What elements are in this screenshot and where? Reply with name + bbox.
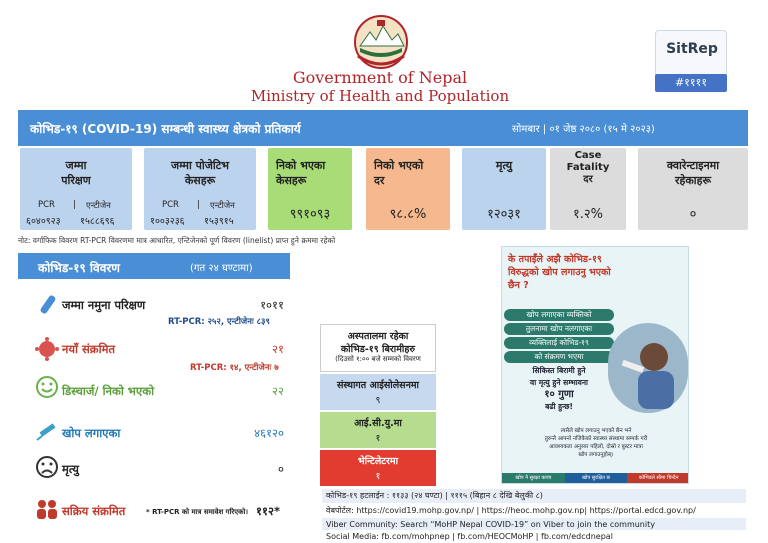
poster-headline1: के तपाईँले अझै कोभिड-१९ xyxy=(508,254,602,265)
poster-body2: तुलनामा खोप नलगाएका xyxy=(504,323,614,335)
card-tests-title2: परिक्षण xyxy=(61,174,91,187)
covid24-title: कोभिड-१९ विवरण xyxy=(38,261,120,275)
ventilator-label: भेन्टिलेटरमा xyxy=(357,456,399,467)
poster-body3: व्यक्तिलाई कोभिड-१९ xyxy=(504,337,614,349)
footer-websites[interactable]: वेबपोर्टल: https://covid19.mohp.gov.np/ | https://heoc.mohp.gov.np| https://portal.edcd.gov.np/ xyxy=(322,504,746,518)
ventilator-box xyxy=(320,450,436,486)
card-positive-pcr-label: PCR xyxy=(162,200,179,210)
test-tube-icon xyxy=(34,292,60,318)
card-recovered-value: ९९१०९३ xyxy=(289,207,331,222)
card-tests-pcr-label: PCR xyxy=(38,200,55,210)
icu-box xyxy=(320,412,436,448)
vaccination-photo xyxy=(608,323,688,413)
covid24-period: (गत २४ घण्टामा) xyxy=(190,263,253,274)
poster-footer4: खोप लगाउनुहोस्। xyxy=(578,452,614,458)
row-new-cases-sub: RT-PCR: १४, एन्टीजेनः ७ xyxy=(190,363,279,373)
government-title: Government of Nepal xyxy=(292,68,468,87)
card-cfr-title3: दर xyxy=(583,174,593,185)
hospital-title-box xyxy=(320,324,436,372)
card-positive-sep: | xyxy=(197,200,200,210)
isolation-box xyxy=(320,374,436,410)
poster-strip1: खोप नै सुरक्षा कवच xyxy=(502,473,565,484)
card-cfr-title2: Fatality xyxy=(566,162,610,173)
syringe-icon xyxy=(34,418,60,444)
poster-body1: खोप लगाएका व्यक्तिको xyxy=(504,309,614,321)
poster-footer1: त्यसैले खोप लगाउनु भएको छैन भने xyxy=(560,428,632,434)
hospital-title1: अस्पतालमा रहेका xyxy=(347,331,409,342)
row-discharged-value: २२ xyxy=(272,384,284,398)
card-positive-title1: जम्मा पोजेटिभ xyxy=(170,159,230,172)
card-rate-title2: दर xyxy=(374,174,385,187)
card-tests-antigen-value: १५८८६९६ xyxy=(80,216,115,227)
covid24-header xyxy=(18,253,290,279)
banner-title: कोभिड-१९ (COVID-19) सम्बन्धी स्वास्थ्य क्षेत्रको प्रतिकार्य xyxy=(30,122,301,136)
row-tests-sub: RT-PCR: २५२, एन्टीजेनः ८३९ xyxy=(168,317,270,327)
card-quarantine-title1: क्वारेन्टाइनमा xyxy=(666,159,720,172)
banner-date: सोमबार | ०१ जेष्ठ २०८० (१५ मे २०२३) xyxy=(512,124,655,135)
card-cfr-value: १.२% xyxy=(572,207,603,222)
nepal-emblem xyxy=(350,12,412,72)
card-deaths-title1: मृत्यु xyxy=(495,159,513,172)
icu-value: १ xyxy=(375,433,381,444)
poster-more: बढी हुन्छ! xyxy=(545,402,573,411)
row-active-value: ११२* xyxy=(256,504,280,518)
card-total-positive xyxy=(144,148,256,230)
row-tests-label: जम्मा नमुना परिक्षण xyxy=(62,298,146,312)
poster-body4: को संक्रमण भएमा xyxy=(504,351,614,363)
card-recovery-rate xyxy=(366,148,450,230)
poster-headline3: छैन ? xyxy=(508,280,529,291)
ministry-title: Ministry of Health and Population xyxy=(250,87,510,105)
sitrep-badge xyxy=(655,30,727,78)
card-recovered-title2: केसहरू xyxy=(276,174,307,187)
card-rate-title1: निको भएको xyxy=(374,159,424,172)
card-tests-title1: जम्मा xyxy=(65,159,87,172)
icu-label: आई.सी.यु.मा xyxy=(354,418,402,429)
card-positive-title2: केसहरू xyxy=(184,174,216,187)
hospital-title2: कोभिड-१९ बिरामीहरु xyxy=(340,344,416,355)
row-active-note: * RT-PCR को मात्र समावेश गरिएको। xyxy=(146,508,248,516)
row-tests-value: १०११ xyxy=(260,298,284,312)
title-banner xyxy=(18,110,748,146)
card-cfr xyxy=(550,148,626,230)
note-text: नोट: वर्गाफिक विवरण RT-PCR विवरणमा मात्र आधारित, एन्टिजेनको पूर्ण विवरण (linelist) प्राप्त हुने क्रममा रहेको xyxy=(18,236,336,245)
card-tests-antigen-label: एन्टीजेन xyxy=(86,201,111,211)
people-virus-icon xyxy=(34,496,60,522)
vaccination-poster xyxy=(501,246,689,484)
card-rate-value: ९८.८% xyxy=(389,207,427,222)
ventilator-value: १ xyxy=(375,471,381,482)
card-cfr-title1: Case xyxy=(574,150,602,161)
row-active-label: सक्रिय संक्रमित xyxy=(62,504,126,518)
card-recovered xyxy=(268,148,352,230)
card-total-tests xyxy=(20,148,132,230)
card-positive-antigen-label: एन्टीजेन xyxy=(210,201,235,211)
card-quarantine xyxy=(638,148,748,230)
sad-face-icon xyxy=(34,454,60,480)
row-vaccinated-label: खोप लगाएका xyxy=(62,426,121,440)
poster-strip2: खोप सुरक्षित छ xyxy=(565,473,628,484)
card-quarantine-title2: रहेकाहरू xyxy=(674,174,712,187)
hospital-title3: (दिउसो १:०० बजे सम्मको विवरण xyxy=(335,355,421,363)
card-deaths-value: १२०३१ xyxy=(487,207,521,222)
card-quarantine-value: ० xyxy=(689,207,697,222)
row-discharged-label: डिस्चार्ज/ निको भएको xyxy=(62,384,155,398)
footer-viber: Viber Community: Search “MoHP Nepal COVID-19” on Viber to join the community xyxy=(322,518,746,532)
card-recovered-title1: निको भएका xyxy=(276,159,326,172)
footer-social[interactable]: Social Media: fb.com/mohpnep | fb.com/HEOCMoHP | fb.com/edcdnepal xyxy=(322,530,746,543)
smile-icon xyxy=(34,374,60,400)
card-tests-pcr-value: ६०४०९२३ xyxy=(26,216,61,227)
poster-multiplier: १० गुणा xyxy=(544,389,574,400)
footer-hotline: कोभिड-१९ हटलाईन : ११३३ (२४ घण्टा) | १११५ (बिहान ८ देखि बेलुकी ८) xyxy=(322,489,746,503)
poster-footer3: आवश्यकता अनुसार पहिलो, दोस्रो र बुस्टर मात्रा xyxy=(549,444,643,450)
row-deaths-label: मृत्यु xyxy=(62,462,79,476)
card-tests-sep: | xyxy=(73,200,76,210)
card-deaths xyxy=(462,148,546,230)
isolation-value: ९ xyxy=(375,395,381,406)
card-positive-pcr-value: १००३२३६ xyxy=(150,216,185,227)
row-new-cases-label: नयाँ संक्रमित xyxy=(62,342,116,356)
row-vaccinated-value: ४६१२० xyxy=(254,426,284,440)
poster-body5: सिकिस्त बिरामी हुने xyxy=(532,366,586,375)
virus-icon xyxy=(34,336,60,362)
row-new-cases-value: २१ xyxy=(272,342,284,356)
poster-headline2: विरुद्धको खोप लगाउनु भएको xyxy=(508,267,611,278)
isolation-label: संस्थागत आईसोलेसनमा xyxy=(336,380,420,391)
poster-footer2: तुरुन्तै आफ्नो नजिकैको स्वास्थ्य संस्थामा सम्पर्क गरी xyxy=(544,436,648,442)
sitrep-number: #११११ xyxy=(655,74,727,92)
poster-strip3: कोभिडले सीमा चिन्दैन xyxy=(627,473,689,484)
card-positive-antigen-value: १५३९१५ xyxy=(204,216,234,227)
sitrep-label: SitRep xyxy=(666,41,718,57)
row-deaths-value: ० xyxy=(278,462,284,476)
poster-body6: वा मृत्यु हुने सम्भावना xyxy=(530,378,588,387)
